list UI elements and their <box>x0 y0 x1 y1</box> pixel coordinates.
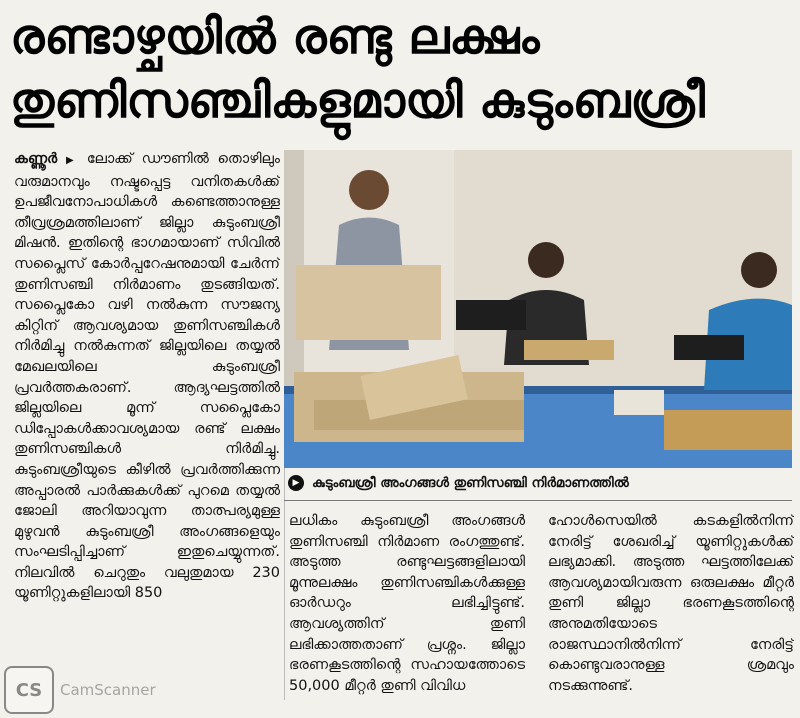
headline-line-1: രണ്ടാഴ്ചയിൽ രണ്ടു ലക്ഷം <box>10 9 540 65</box>
caption-play-icon: ▶ <box>288 475 304 491</box>
camscanner-logo-icon: CS <box>4 666 54 714</box>
news-photo <box>284 150 792 468</box>
article-text-col1: ലോക്ക് ഡൗണിൽ തൊഴിലും വരുമാനവും നഷ്ടപ്പെട്ട വനിതകൾക്ക് ഉപജീവനോപാധികൾ കണ്ടെത്താനുള്ള തീവ്രശ്രമത്തിലാണ് ജില്ലാ കുടുംബശ്രീ മിഷൻ. ഇതിന്റെ ഭാഗമായാണ് സിവിൽ സപ്ലൈസ് കോർപ്പറേഷനുമായി ചേർന്ന് തുണിസഞ്ചി നിർമാണം തുടങ്ങിയത്. സപ്ലൈകോ വഴി നൽകുന്ന സൗജന്യ കിറ്റിന് ആവശ്യമായ തുണിസഞ്ചികൾ നിർമിച്ചു നൽകുന്നത് ജില്ലയിലെ തയ്യൽ മേഖലയിലെ കുടുംബശ്രീ പ്രവർത്തകരാണ്. ആദ്യഘട്ടത്തിൽ ജില്ലയിലെ മൂന്ന് സപ്ലൈകോ ഡിപ്പോകൾക്കാവശ്യമായ രണ്ട് ലക്ഷം തുണിസഞ്ചികൾ നിർമിച്ചു. കുടുംബശ്രീയുടെ കീഴിൽ പ്രവർത്തിക്കുന്ന അപ്പാരൽ പാർക്കുകൾക്ക് പുറമെ തയ്യൽ ജോലി അറിയാവുന്ന താത്പര്യമുള്ള മുഴുവൻ കുടുംബശ്രീ അംഗങ്ങളെയും സംഘടിപ്പിച്ചാണ് ഇതുചെയ്യുന്നത്. നിലവിൽ ചെറുതും വലുതുമായ 230 യൂണിറ്റുകളിലായി 850 <box>14 151 280 602</box>
dateline: കണ്ണൂർ <box>14 151 58 167</box>
article-column-3 <box>548 511 794 711</box>
article-text-col3: ഹോൾസെയിൽ കടകളിൽനിന്ന് നേരിട്ട് ശേഖരിച്ച് യൂണിറ്റുകൾക്ക് ലഭ്യമാക്കി. അടുത്ത ഘട്ടത്തിലേക്ക് ആവശ്യമായിവരുന്ന ഒരുലക്ഷം മീറ്റർ തുണി ജില്ലാ ഭരണകൂടത്തിന്റെ അനുമതിയോടെ രാജസ്ഥാനിൽനിന്ന് നേരിട്ട് കൊണ്ടുവരാനുള്ള ശ്രമവും നടക്കുന്നുണ്ട്. <box>548 513 794 694</box>
photo-caption <box>284 470 796 496</box>
caption-text: കുടുംബശ്രീ അംഗങ്ങൾ തുണിസഞ്ചി നിർമാണത്തിൽ <box>312 475 629 491</box>
headline-line-2: തുണിസഞ്ചികളുമായി കുടുംബശ്രീ <box>10 73 705 129</box>
camscanner-watermark <box>4 666 156 714</box>
article-column-2 <box>289 511 525 711</box>
dateline-arrow-icon: ▶ <box>66 155 78 166</box>
photo-illustration <box>284 150 792 468</box>
caption-divider <box>284 500 792 501</box>
article-column-1 <box>14 149 280 697</box>
article-text-col2: ലധികം കുടുംബശ്രീ അംഗങ്ങൾ തുണിസഞ്ചി നിർമാണ രംഗത്തുണ്ട്. അടുത്ത രണ്ടുഘട്ടങ്ങളിലായി മൂന്നുലക്ഷം തുണിസഞ്ചികൾക്കുള്ള ഓർഡറും ലഭിച്ചിട്ടുണ്ട്. ആവശ്യത്തിന് തുണി ലഭിക്കാത്തതാണ് പ്രശ്നം. ജില്ലാ ഭരണകൂടത്തിന്റെ സഹായത്തോടെ 50,000 മീറ്റർ തുണി വിവിധ <box>289 513 525 694</box>
watermark-text: CamScanner <box>60 681 156 699</box>
